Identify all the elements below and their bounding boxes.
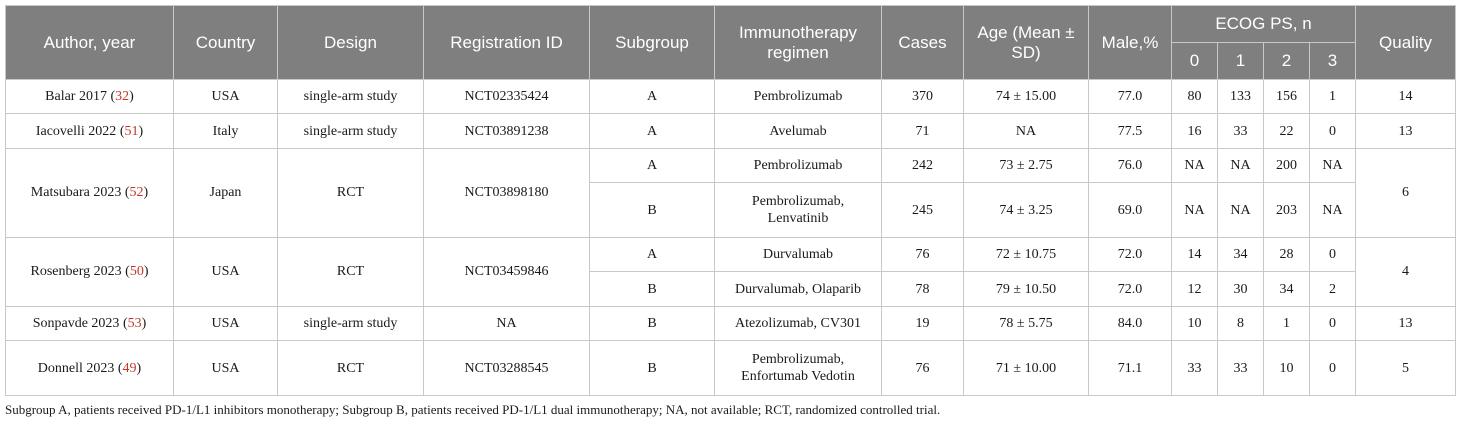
regimen-line: Pembrolizumab,	[751, 194, 845, 210]
quality-cell	[1356, 341, 1456, 396]
quality-cell-text: 6	[1402, 185, 1409, 201]
regimen-line: Pembrolizumab	[753, 158, 843, 174]
header-registration-id: Registration ID	[424, 6, 590, 80]
regimen-line: Enfortumab Vedotin	[741, 369, 855, 385]
quality-cell	[1356, 306, 1456, 340]
age-cell	[964, 237, 1089, 271]
male-cell-text: 69.0	[1117, 202, 1143, 218]
cases-cell	[882, 272, 964, 306]
ecog-2-cell-text: 200	[1276, 158, 1297, 174]
ecog-3-cell	[1310, 237, 1356, 271]
ecog-0-cell-text: NA	[1184, 202, 1205, 218]
male-cell-text: 76.0	[1117, 158, 1143, 174]
author-name: Sonpavde 2023	[32, 316, 120, 331]
subgroup-cell-text: A	[646, 123, 658, 139]
subgroup-cell	[590, 80, 715, 114]
design-cell-text: single-arm study	[303, 89, 398, 105]
registration-id-cell-text: NCT03288545	[464, 360, 549, 376]
regimen-cell	[715, 183, 882, 238]
ecog-1-cell	[1218, 148, 1264, 182]
ecog-1-cell	[1218, 80, 1264, 114]
male-cell-text: 77.0	[1117, 89, 1143, 105]
cases-cell-text: 370	[912, 89, 933, 105]
ecog-0-cell-text: 16	[1187, 123, 1202, 139]
design-cell	[278, 148, 424, 237]
ecog-2-cell-text: 156	[1276, 89, 1297, 105]
quality-cell	[1356, 148, 1456, 237]
ecog-0-cell	[1172, 148, 1218, 182]
ecog-3-cell	[1310, 272, 1356, 306]
design-cell	[278, 237, 424, 306]
cases-cell-text: 19	[915, 316, 930, 331]
ecog-1-cell-text: 34	[1233, 247, 1248, 263]
table-body	[6, 80, 1456, 396]
author-cell: Sonpavde 2023 (53)	[6, 306, 174, 340]
ecog-0-cell	[1172, 237, 1218, 271]
ecog-0-cell-text: 14	[1187, 247, 1202, 263]
ecog-0-cell	[1172, 341, 1218, 396]
country-cell	[174, 148, 278, 237]
ecog-1-cell	[1218, 114, 1264, 148]
author-cell: Iacovelli 2022 (51)	[6, 114, 174, 148]
reference-link[interactable]: 53	[127, 316, 142, 331]
male-cell-text: 72.0	[1117, 247, 1143, 263]
cases-cell-text: 76	[915, 360, 930, 376]
ecog-2-cell	[1264, 341, 1310, 396]
design-cell	[278, 80, 424, 114]
ecog-3-cell	[1310, 80, 1356, 114]
header-cases: Cases	[882, 6, 964, 80]
registration-id-cell-text: NCT02335424	[464, 89, 549, 105]
ecog-0-cell-text: 12	[1187, 281, 1202, 297]
subgroup-cell-text: B	[647, 281, 657, 297]
header-author-year: Author, year	[6, 6, 174, 80]
male-cell-text: 84.0	[1117, 316, 1143, 331]
header-ecog-1: 1	[1218, 43, 1264, 80]
male-cell-text: 77.5	[1117, 123, 1143, 139]
ecog-0-cell-text: 33	[1187, 360, 1202, 376]
ecog-0-cell	[1172, 80, 1218, 114]
ecog-3-cell	[1310, 341, 1356, 396]
ecog-3-cell-text: 0	[1329, 316, 1336, 331]
subgroup-cell-text: B	[647, 360, 657, 376]
ecog-3-cell-text: NA	[1322, 202, 1343, 218]
registration-id-cell	[424, 306, 590, 340]
regimen-line: Atezolizumab, CV301	[735, 316, 861, 331]
table-row	[6, 237, 1456, 271]
ecog-3-cell	[1310, 183, 1356, 238]
design-cell	[278, 341, 424, 396]
ecog-3-cell-text: 1	[1329, 89, 1336, 105]
author-name: Donnell 2023	[37, 360, 115, 376]
ecog-3-cell	[1310, 306, 1356, 340]
regimen-cell	[715, 306, 882, 340]
ecog-2-cell-text: 1	[1283, 316, 1290, 331]
table-row	[6, 341, 1456, 396]
country-cell	[174, 341, 278, 396]
ecog-3-cell-text: 2	[1329, 281, 1336, 297]
cases-cell	[882, 237, 964, 271]
ecog-0-cell	[1172, 272, 1218, 306]
design-cell-text: RCT	[336, 264, 365, 280]
country-cell-text: USA	[211, 89, 240, 105]
cases-cell	[882, 183, 964, 238]
ecog-1-cell-text: 33	[1233, 360, 1248, 376]
cases-cell	[882, 114, 964, 148]
table-footnote: Subgroup A, patients received PD-1/L1 inhibitors monotherapy; Subgroup B, patients received PD-1/L1 dual immunotherapy; NA, not available; RCT, randomized controlled trial.	[5, 402, 941, 417]
male-cell	[1089, 114, 1172, 148]
ecog-2-cell	[1264, 237, 1310, 271]
ecog-0-cell	[1172, 306, 1218, 340]
age-cell-text: 72 ± 10.75	[995, 247, 1057, 263]
author-name: Matsubara 2023	[30, 185, 122, 201]
age-cell-text: 74 ± 15.00	[995, 89, 1057, 105]
cases-cell	[882, 341, 964, 396]
male-cell	[1089, 148, 1172, 182]
subgroup-cell	[590, 237, 715, 271]
design-cell-text: RCT	[336, 185, 365, 201]
ecog-1-cell-text: 30	[1233, 281, 1248, 297]
ecog-3-cell	[1310, 114, 1356, 148]
registration-id-cell	[424, 148, 590, 237]
male-cell-text: 71.1	[1117, 360, 1143, 376]
subgroup-cell	[590, 183, 715, 238]
country-cell	[174, 306, 278, 340]
ecog-1-cell-text: NA	[1230, 202, 1251, 218]
ecog-1-cell	[1218, 306, 1264, 340]
design-cell-text: RCT	[336, 360, 365, 376]
quality-cell	[1356, 237, 1456, 306]
author-name: Rosenberg 2023	[30, 264, 122, 280]
registration-id-cell	[424, 237, 590, 306]
subgroup-cell	[590, 272, 715, 306]
ecog-1-cell-text: 133	[1230, 89, 1251, 105]
country-cell-text: Italy	[212, 123, 239, 139]
country-cell	[174, 114, 278, 148]
design-cell	[278, 114, 424, 148]
age-cell	[964, 341, 1089, 396]
subgroup-cell	[590, 148, 715, 182]
cases-cell-text: 242	[912, 158, 933, 174]
age-cell-text: 74 ± 3.25	[999, 202, 1053, 218]
ecog-0-cell	[1172, 183, 1218, 238]
ecog-2-cell-text: 34	[1279, 281, 1294, 297]
age-cell-text: NA	[1015, 123, 1037, 139]
header-male: Male,%	[1089, 6, 1172, 80]
regimen-line: Durvalumab	[763, 247, 833, 263]
table-row	[6, 114, 1456, 148]
ecog-1-cell-text: NA	[1230, 158, 1251, 174]
reference-link[interactable]: 49	[122, 360, 137, 376]
regimen-cell	[715, 341, 882, 396]
regimen-cell	[715, 237, 882, 271]
design-cell	[278, 306, 424, 340]
regimen-line: Pembrolizumab,	[751, 352, 845, 368]
quality-cell-text: 5	[1402, 360, 1409, 376]
regimen-line: Pembrolizumab	[753, 89, 843, 105]
ecog-2-cell	[1264, 114, 1310, 148]
ecog-1-cell	[1218, 341, 1264, 396]
author-name: Balar 2017	[45, 89, 107, 105]
ecog-2-cell	[1264, 272, 1310, 306]
author-cell: Balar 2017 (32)	[6, 80, 174, 114]
cases-cell-text: 76	[915, 247, 930, 263]
author-cell: Matsubara 2023 (52)	[6, 148, 174, 237]
ecog-3-cell	[1310, 148, 1356, 182]
regimen-cell	[715, 80, 882, 114]
registration-id-cell	[424, 341, 590, 396]
subgroup-cell	[590, 114, 715, 148]
ecog-2-cell-text: 22	[1279, 123, 1294, 139]
cases-cell	[882, 306, 964, 340]
country-cell-text: USA	[211, 316, 240, 331]
cases-cell	[882, 80, 964, 114]
header-country: Country	[174, 6, 278, 80]
registration-id-cell-text: NCT03891238	[464, 123, 549, 139]
cases-cell	[882, 148, 964, 182]
header-design: Design	[278, 6, 424, 80]
table-row	[6, 306, 1456, 340]
age-cell	[964, 80, 1089, 114]
ecog-2-cell	[1264, 306, 1310, 340]
ecog-2-cell-text: 10	[1279, 360, 1294, 376]
age-cell	[964, 306, 1089, 340]
ecog-1-cell-text: 33	[1233, 123, 1248, 139]
header-ecog-0: 0	[1172, 43, 1218, 80]
header-ecog-3: 3	[1310, 43, 1356, 80]
ecog-2-cell-text: 28	[1279, 247, 1294, 263]
ecog-3-cell-text: 0	[1329, 123, 1336, 139]
header-ecog-2: 2	[1264, 43, 1310, 80]
male-cell-text: 72.0	[1117, 281, 1143, 297]
subgroup-cell	[590, 306, 715, 340]
ecog-2-cell	[1264, 148, 1310, 182]
reference-link[interactable]: 52	[129, 185, 144, 201]
age-cell-text: 79 ± 10.50	[995, 281, 1057, 297]
table-row	[6, 80, 1456, 114]
header-subgroup: Subgroup	[590, 6, 715, 80]
male-cell	[1089, 272, 1172, 306]
ecog-2-cell	[1264, 80, 1310, 114]
quality-cell-text: 14	[1398, 89, 1413, 105]
male-cell	[1089, 237, 1172, 271]
country-cell-text: USA	[211, 264, 240, 280]
header-quality: Quality	[1356, 6, 1456, 80]
design-cell-text: single-arm study	[303, 123, 398, 139]
author-cell: Donnell 2023 (49)	[6, 341, 174, 396]
age-cell	[964, 272, 1089, 306]
subgroup-cell-text: A	[646, 158, 658, 174]
ecog-3-cell-text: 0	[1329, 360, 1336, 376]
ecog-1-cell	[1218, 272, 1264, 306]
cases-cell-text: 78	[915, 281, 930, 297]
regimen-line: Durvalumab, Olaparib	[735, 281, 861, 297]
design-cell-text: single-arm study	[303, 316, 398, 331]
registration-id-cell-text: NCT03459846	[464, 264, 549, 280]
ecog-3-cell-text: NA	[1322, 158, 1343, 174]
cases-cell-text: 245	[912, 202, 933, 218]
quality-cell-text: 13	[1398, 316, 1413, 331]
age-cell-text: 78 ± 5.75	[999, 316, 1053, 331]
regimen-line: Avelumab	[769, 123, 827, 139]
age-cell-text: 71 ± 10.00	[995, 360, 1057, 376]
age-cell-text: 73 ± 2.75	[999, 158, 1053, 174]
author-name: Iacovelli 2022	[35, 123, 117, 139]
male-cell	[1089, 183, 1172, 238]
ecog-0-cell-text: NA	[1184, 158, 1205, 174]
subgroup-cell-text: A	[646, 247, 658, 263]
country-cell	[174, 237, 278, 306]
subgroup-cell-text: B	[647, 202, 657, 218]
male-cell	[1089, 341, 1172, 396]
header-age: Age (Mean ± SD)	[964, 6, 1089, 80]
table-row	[6, 148, 1456, 182]
subgroup-cell-text: B	[647, 316, 657, 331]
regimen-cell	[715, 148, 882, 182]
subgroup-cell-text: A	[646, 89, 658, 105]
registration-id-cell	[424, 80, 590, 114]
ecog-2-cell-text: 203	[1276, 202, 1297, 218]
male-cell	[1089, 80, 1172, 114]
cases-cell-text: 71	[915, 123, 930, 139]
quality-cell-text: 4	[1402, 264, 1409, 280]
quality-cell	[1356, 114, 1456, 148]
header-regimen: Immunotherapy regimen	[715, 6, 882, 80]
subgroup-cell	[590, 341, 715, 396]
ecog-1-cell-text: 8	[1237, 316, 1244, 331]
quality-cell-text: 13	[1398, 123, 1413, 139]
ecog-0-cell-text: 10	[1187, 316, 1202, 331]
reference-link[interactable]: 50	[129, 264, 144, 280]
reference-link[interactable]: 51	[124, 123, 139, 139]
age-cell	[964, 114, 1089, 148]
registration-id-cell	[424, 114, 590, 148]
ecog-0-cell	[1172, 114, 1218, 148]
country-cell	[174, 80, 278, 114]
ecog-1-cell	[1218, 183, 1264, 238]
age-cell	[964, 183, 1089, 238]
registration-id-cell-text: NCT03898180	[464, 185, 549, 201]
header-ecog: ECOG PS, n	[1172, 6, 1356, 43]
country-cell-text: Japan	[209, 185, 242, 201]
ecog-3-cell-text: 0	[1329, 247, 1336, 263]
ecog-1-cell	[1218, 237, 1264, 271]
author-cell: Rosenberg 2023 (50)	[6, 237, 174, 306]
reference-link[interactable]: 32	[115, 89, 130, 105]
ecog-0-cell-text: 80	[1187, 89, 1202, 105]
ecog-2-cell	[1264, 183, 1310, 238]
age-cell	[964, 148, 1089, 182]
registration-id-cell-text: NA	[496, 316, 517, 331]
study-characteristics-table	[5, 5, 1456, 396]
regimen-cell	[715, 272, 882, 306]
country-cell-text: USA	[211, 360, 240, 376]
regimen-cell	[715, 114, 882, 148]
male-cell	[1089, 306, 1172, 340]
regimen-line: Lenvatinib	[767, 211, 829, 227]
quality-cell	[1356, 80, 1456, 114]
